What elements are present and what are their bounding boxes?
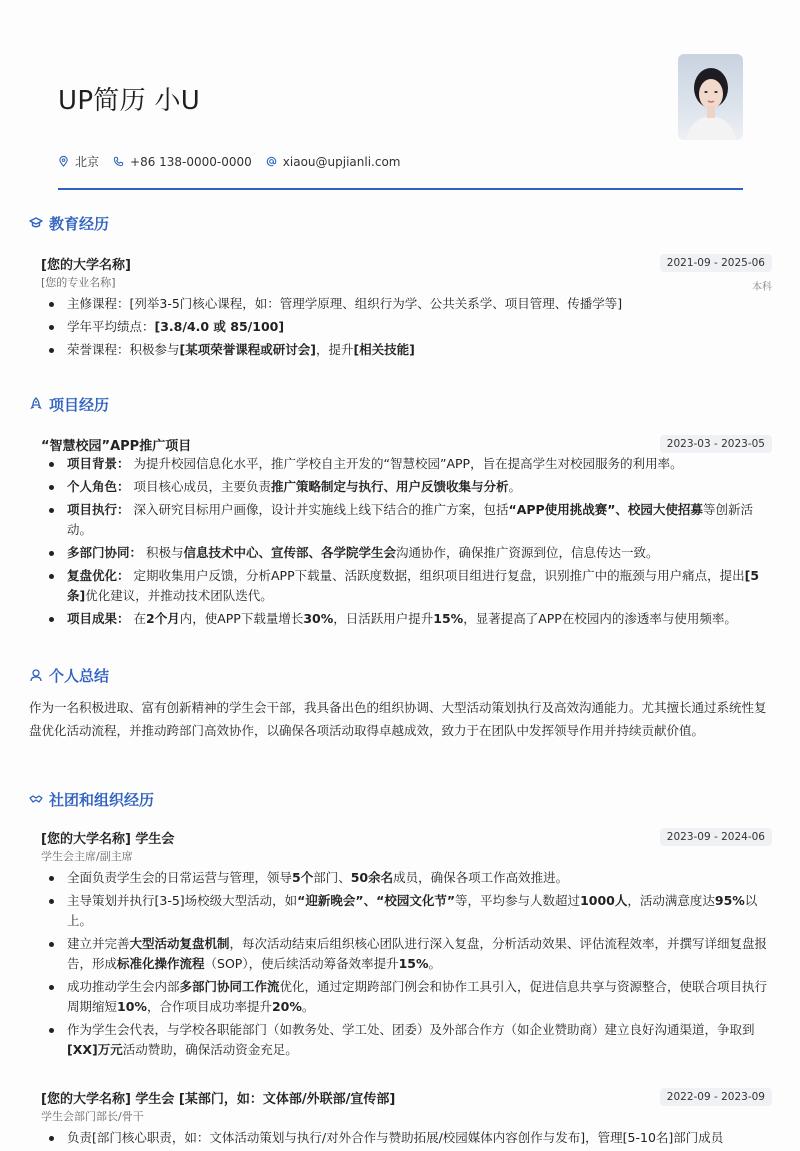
entry-head: [41, 1088, 772, 1124]
organization-bullets: [41, 1128, 772, 1148]
bullet-item: 荣誉课程：积极参与[某项荣誉课程或研讨会]，提升[相关技能]: [41, 340, 772, 360]
bullet-item: 全面负责学生会的日常运营与管理，领导5个部门、50余名成员，确保各项工作高效推进。: [41, 868, 772, 888]
phone-icon: [113, 156, 124, 167]
entry-head: [41, 435, 772, 454]
phone-text: +86 138-0000-0000: [130, 154, 252, 169]
handshake-icon: [29, 792, 43, 806]
entry-head: [41, 828, 772, 864]
section-title-text: 社团和组织经历: [49, 790, 155, 809]
graduation-cap-icon: [29, 216, 43, 230]
education-bullets: [41, 294, 772, 360]
project-entry: [29, 435, 772, 629]
resume-header: [29, 0, 771, 190]
major-name: [您的专业名称]: [41, 276, 116, 289]
profile-photo: [678, 54, 743, 140]
contact-email[interactable]: [266, 155, 401, 169]
location-pin-icon: [58, 156, 69, 167]
organization-bullets: [41, 868, 772, 1060]
email-text: xiaou@upjianli.com: [282, 154, 401, 169]
summary-text: 作为一名积极进取、富有创新精神的学生会干部，我具备出色的组织协调、大型活动策划执行及高效沟通能力。尤其擅长通过系统性复盘优化活动流程，并推动跨部门高效协作，以确保各项活动取得卓越成效，致力于在团队中发挥领导作用并持续贡献价值。: [29, 700, 767, 738]
organization-entry: [29, 828, 772, 1060]
organization-name: [您的大学名称] 学生会 [某部门，如：文体部/外联部/宣传部]: [41, 1092, 396, 1107]
project-bullets: [41, 454, 772, 629]
rocket-icon: [29, 397, 43, 411]
bullet-item: 成功推动学生会内部多部门协同工作流优化，通过定期跨部门例会和协作工具引入，促进信息共享与资源整合，使联合项目执行周期缩短10%，合作项目成功率提升20%。: [41, 977, 772, 1017]
bullet-item: 多部门协同： 积极与信息技术中心、宣传部、各学院学生会沟通协作，确保推广资源到位，信息传达一致。: [41, 543, 772, 563]
bullet-item: 主导策划并执行[3-5]场校级大型活动，如“迎新晚会”、“校园文化节”等，平均参与人数超过1000人，活动满意度达95%以上。: [41, 891, 772, 931]
entry-head: [41, 254, 772, 290]
bullet-item: 学年平均绩点：[3.8/4.0 或 85/100]: [41, 317, 772, 337]
school-name: [您的大学名称]: [41, 258, 131, 273]
at-sign-icon: [266, 156, 277, 167]
section-title-text: 个人总结: [49, 666, 110, 685]
bullet-item: 建立并完善大型活动复盘机制，每次活动结束后组织核心团队进行深入复盘，分析活动效果、评估流程效率，并撰写详细复盘报告，形成标准化操作流程（SOP），使后续活动筹备效率提升15%。: [41, 934, 772, 974]
organization-name: [您的大学名称] 学生会: [41, 832, 175, 847]
bullet-item: 复盘优化： 定期收集用户反馈，分析APP下载量、活跃度数据，组织项目组进行复盘，识别推广中的瓶颈与用户痛点，提出[5条]优化建议，并推动技术团队迭代。: [41, 566, 772, 606]
section-title-education: [29, 212, 772, 234]
contact-phone[interactable]: [113, 155, 252, 169]
contact-location: [58, 153, 99, 170]
degree-label: 本科: [752, 282, 772, 293]
candidate-name: UP简历 小U: [58, 86, 201, 116]
section-organizations: [29, 788, 772, 1151]
bullet-item: 主修课程：[列举3-5门核心课程，如：管理学原理、组织行为学、公共关系学、项目管理、传播学等]: [41, 294, 772, 314]
organization-entry: [29, 1088, 772, 1148]
section-education: [29, 212, 772, 363]
date-badge: 2023-09 - 2024-06: [660, 828, 772, 846]
location-text: 北京: [75, 155, 100, 169]
project-name: “智慧校园”APP推广项目: [41, 439, 192, 454]
contact-info: [58, 153, 401, 170]
section-title-summary: [29, 664, 772, 686]
section-title-projects: [29, 393, 772, 415]
section-title-organizations: [29, 788, 772, 810]
section-title-text: 项目经历: [49, 395, 110, 414]
bullet-item: 项目成果： 在2个月内，使APP下载量增长30%，日活跃用户提升15%，显著提高了APP在校园内的渗透率与使用频率。: [41, 609, 772, 629]
section-projects: [29, 393, 772, 632]
bullet-item: 项目背景： 为提升校园信息化水平，推广学校自主开发的“智慧校园”APP，旨在提高学生对校园服务的利用率。: [41, 454, 772, 474]
header-divider: [58, 188, 743, 190]
organization-role: 学生会主席/副主席: [41, 850, 133, 863]
section-summary: [29, 664, 772, 742]
date-badge: 2021-09 - 2025-06: [660, 254, 772, 272]
education-entry: [29, 254, 772, 360]
bullet-item: 项目执行： 深入研究目标用户画像，设计并实施线上线下结合的推广方案，包括“APP使用挑战赛”、校园大使招募等创新活动。: [41, 500, 772, 540]
bullet-item: 负责[部门核心职责，如：文体活动策划与执行/对外合作与赞助拓展/校园媒体内容创作与发布]，管理[5-10名]部门成员: [41, 1128, 772, 1148]
date-badge: 2023-03 - 2023-05: [660, 435, 772, 453]
portrait-image: [678, 54, 743, 140]
section-title-text: 教育经历: [49, 214, 110, 233]
user-icon: [29, 668, 43, 682]
bullet-item: 作为学生会代表，与学校各职能部门（如教务处、学工处、团委）及外部合作方（如企业赞助商）建立良好沟通渠道，争取到[XX]万元活动赞助，确保活动资金充足。: [41, 1020, 772, 1060]
bullet-item: 个人角色： 项目核心成员，主要负责推广策略制定与执行、用户反馈收集与分析。: [41, 477, 772, 497]
organization-role: 学生会部门部长/骨干: [41, 1110, 144, 1123]
date-badge: 2022-09 - 2023-09: [660, 1088, 772, 1106]
